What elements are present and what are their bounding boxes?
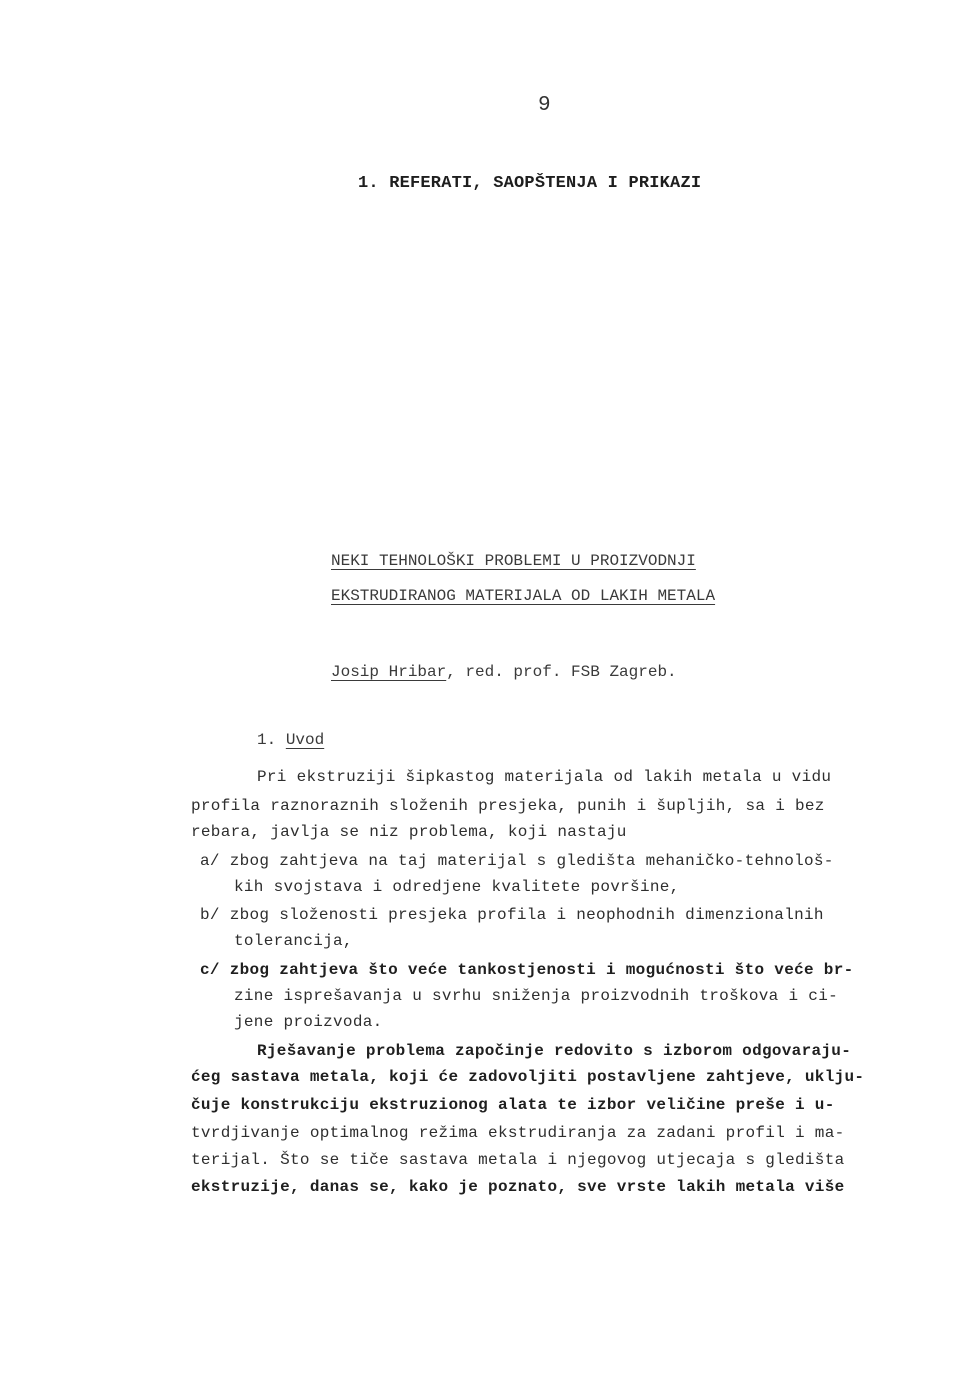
heading-text: Uvod <box>285 731 325 749</box>
list-item-a-line: a/ zbog zahtjeva na taj materijal s gledišta mehaničko-tehnološ- <box>200 852 834 870</box>
paper-title-line-2: EKSTRUDIRANOG MATERIJALA OD LAKIH METALA <box>331 587 716 605</box>
body-line: Pri ekstruziji šipkastog materijala od lakih metala u vidu <box>257 768 832 786</box>
list-item-c-line: c/ zbog zahtjeva što veće tankostjenosti i mogućnosti što veće br- <box>200 961 854 979</box>
body-line: ćeg sastava metala, koji će zadovoljiti postavljene zahtjeve, uklju- <box>191 1068 865 1086</box>
section-heading <box>257 731 324 749</box>
body-line: Rješavanje problema započinje redovito s izborom odgovaraju- <box>257 1042 852 1060</box>
body-line: ekstruzije, danas se, kako je poznato, sve vrste lakih metala više <box>191 1178 845 1196</box>
page-number: 9 <box>538 94 551 117</box>
list-item-b-line: tolerancija, <box>234 932 353 950</box>
list-item-c-line: zine isprešavanja u svrhu sniženja proizvodnih troškova i ci- <box>234 987 838 1005</box>
section-title: 1. REFERATI, SAOPŠTENJA I PRIKAZI <box>358 174 702 193</box>
body-line: čuje konstrukciju ekstruzionog alata te izbor veličine preše i u- <box>191 1096 835 1114</box>
author-affiliation: , red. prof. FSB Zagreb. <box>446 663 677 681</box>
paper-title-line-1: NEKI TEHNOLOŠKI PROBLEMI U PROIZVODNJI <box>331 552 696 570</box>
body-line: tvrdjivanje optimalnog režima ekstrudiranja za zadani profil i ma- <box>191 1124 845 1142</box>
list-item-c-line: jene proizvoda. <box>234 1013 383 1031</box>
author-name: Josip Hribar <box>331 663 447 681</box>
list-item-a-line: kih svojstava i odredjene kvalitete površine, <box>234 878 680 896</box>
body-line: rebara, javlja se niz problema, koji nastaju <box>191 823 627 841</box>
author-line <box>331 663 677 681</box>
body-line: terijal. Što se tiče sastava metala i njegovog utjecaja s gledišta <box>191 1151 845 1169</box>
body-line: profila raznoraznih složenih presjeka, punih i šupljih, sa i bez <box>191 797 825 815</box>
heading-number: 1. <box>257 731 277 749</box>
list-item-b-line: b/ zbog složenosti presjeka profila i neophodnih dimenzionalnih <box>200 906 824 924</box>
